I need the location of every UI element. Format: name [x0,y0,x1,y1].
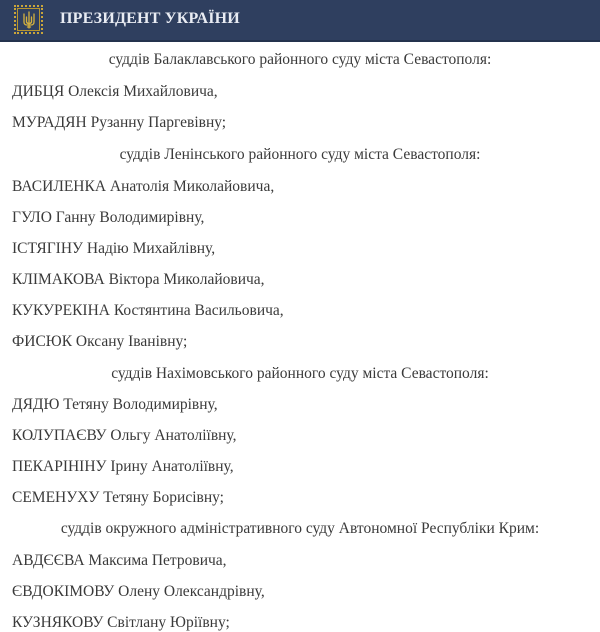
judge-name: ІСТЯГІНУ Надію Михайлівну, [12,240,216,257]
judge-name: ДИБЦЯ Олексія Михайловича, [12,83,218,100]
judge-name: ЄВДОКІМОВУ Олену Олександрівну, [12,583,265,600]
section-heading: суддів Балаклавського районного суду міста Севастополя: [108,51,492,68]
judge-name: КОЛУПАЄВУ Ольгу Анатоліївну, [12,427,237,444]
header-title-link[interactable]: ПРЕЗИДЕНТ УКРАЇНИ [60,10,240,27]
judge-name: СЕМЕНУХУ Тетяну Борисівну; [12,489,224,506]
section-heading: суддів Ленінського районного суду міста Севастополя: [119,146,481,163]
judge-name: ФИСЮК Оксану Іванівну; [12,333,188,350]
judge-name: АВДЄЄВА Максима Петровича, [12,552,227,569]
trident-emblem-icon[interactable] [14,5,43,34]
judge-name: ДЯДЮ Тетяну Володимирівну, [12,396,218,413]
section-heading: суддів Нахімовського районного суду міста Севастополя: [111,365,489,382]
judge-name: ВАСИЛЕНКА Анатолія Миколайовича, [12,178,275,195]
site-header [0,0,600,42]
judge-name: ГУЛО Ганну Володимирівну, [12,209,205,226]
trident-icon [22,11,36,29]
judge-name: КУКУРЕКІНА Костянтина Васильовича, [12,302,284,319]
judge-name: МУРАДЯН Рузанну Паргевівну; [12,114,227,131]
judge-name: ПЕКАРІНІНУ Ірину Анатоліївну, [12,458,234,475]
section-heading: суддів окружного адміністративного суду Автономної Республіки Крим: [60,520,540,537]
judge-name: КЛІМАКОВА Віктора Миколайовича, [12,271,265,288]
judge-name: КУЗНЯКОВУ Світлану Юріївну; [12,614,230,631]
